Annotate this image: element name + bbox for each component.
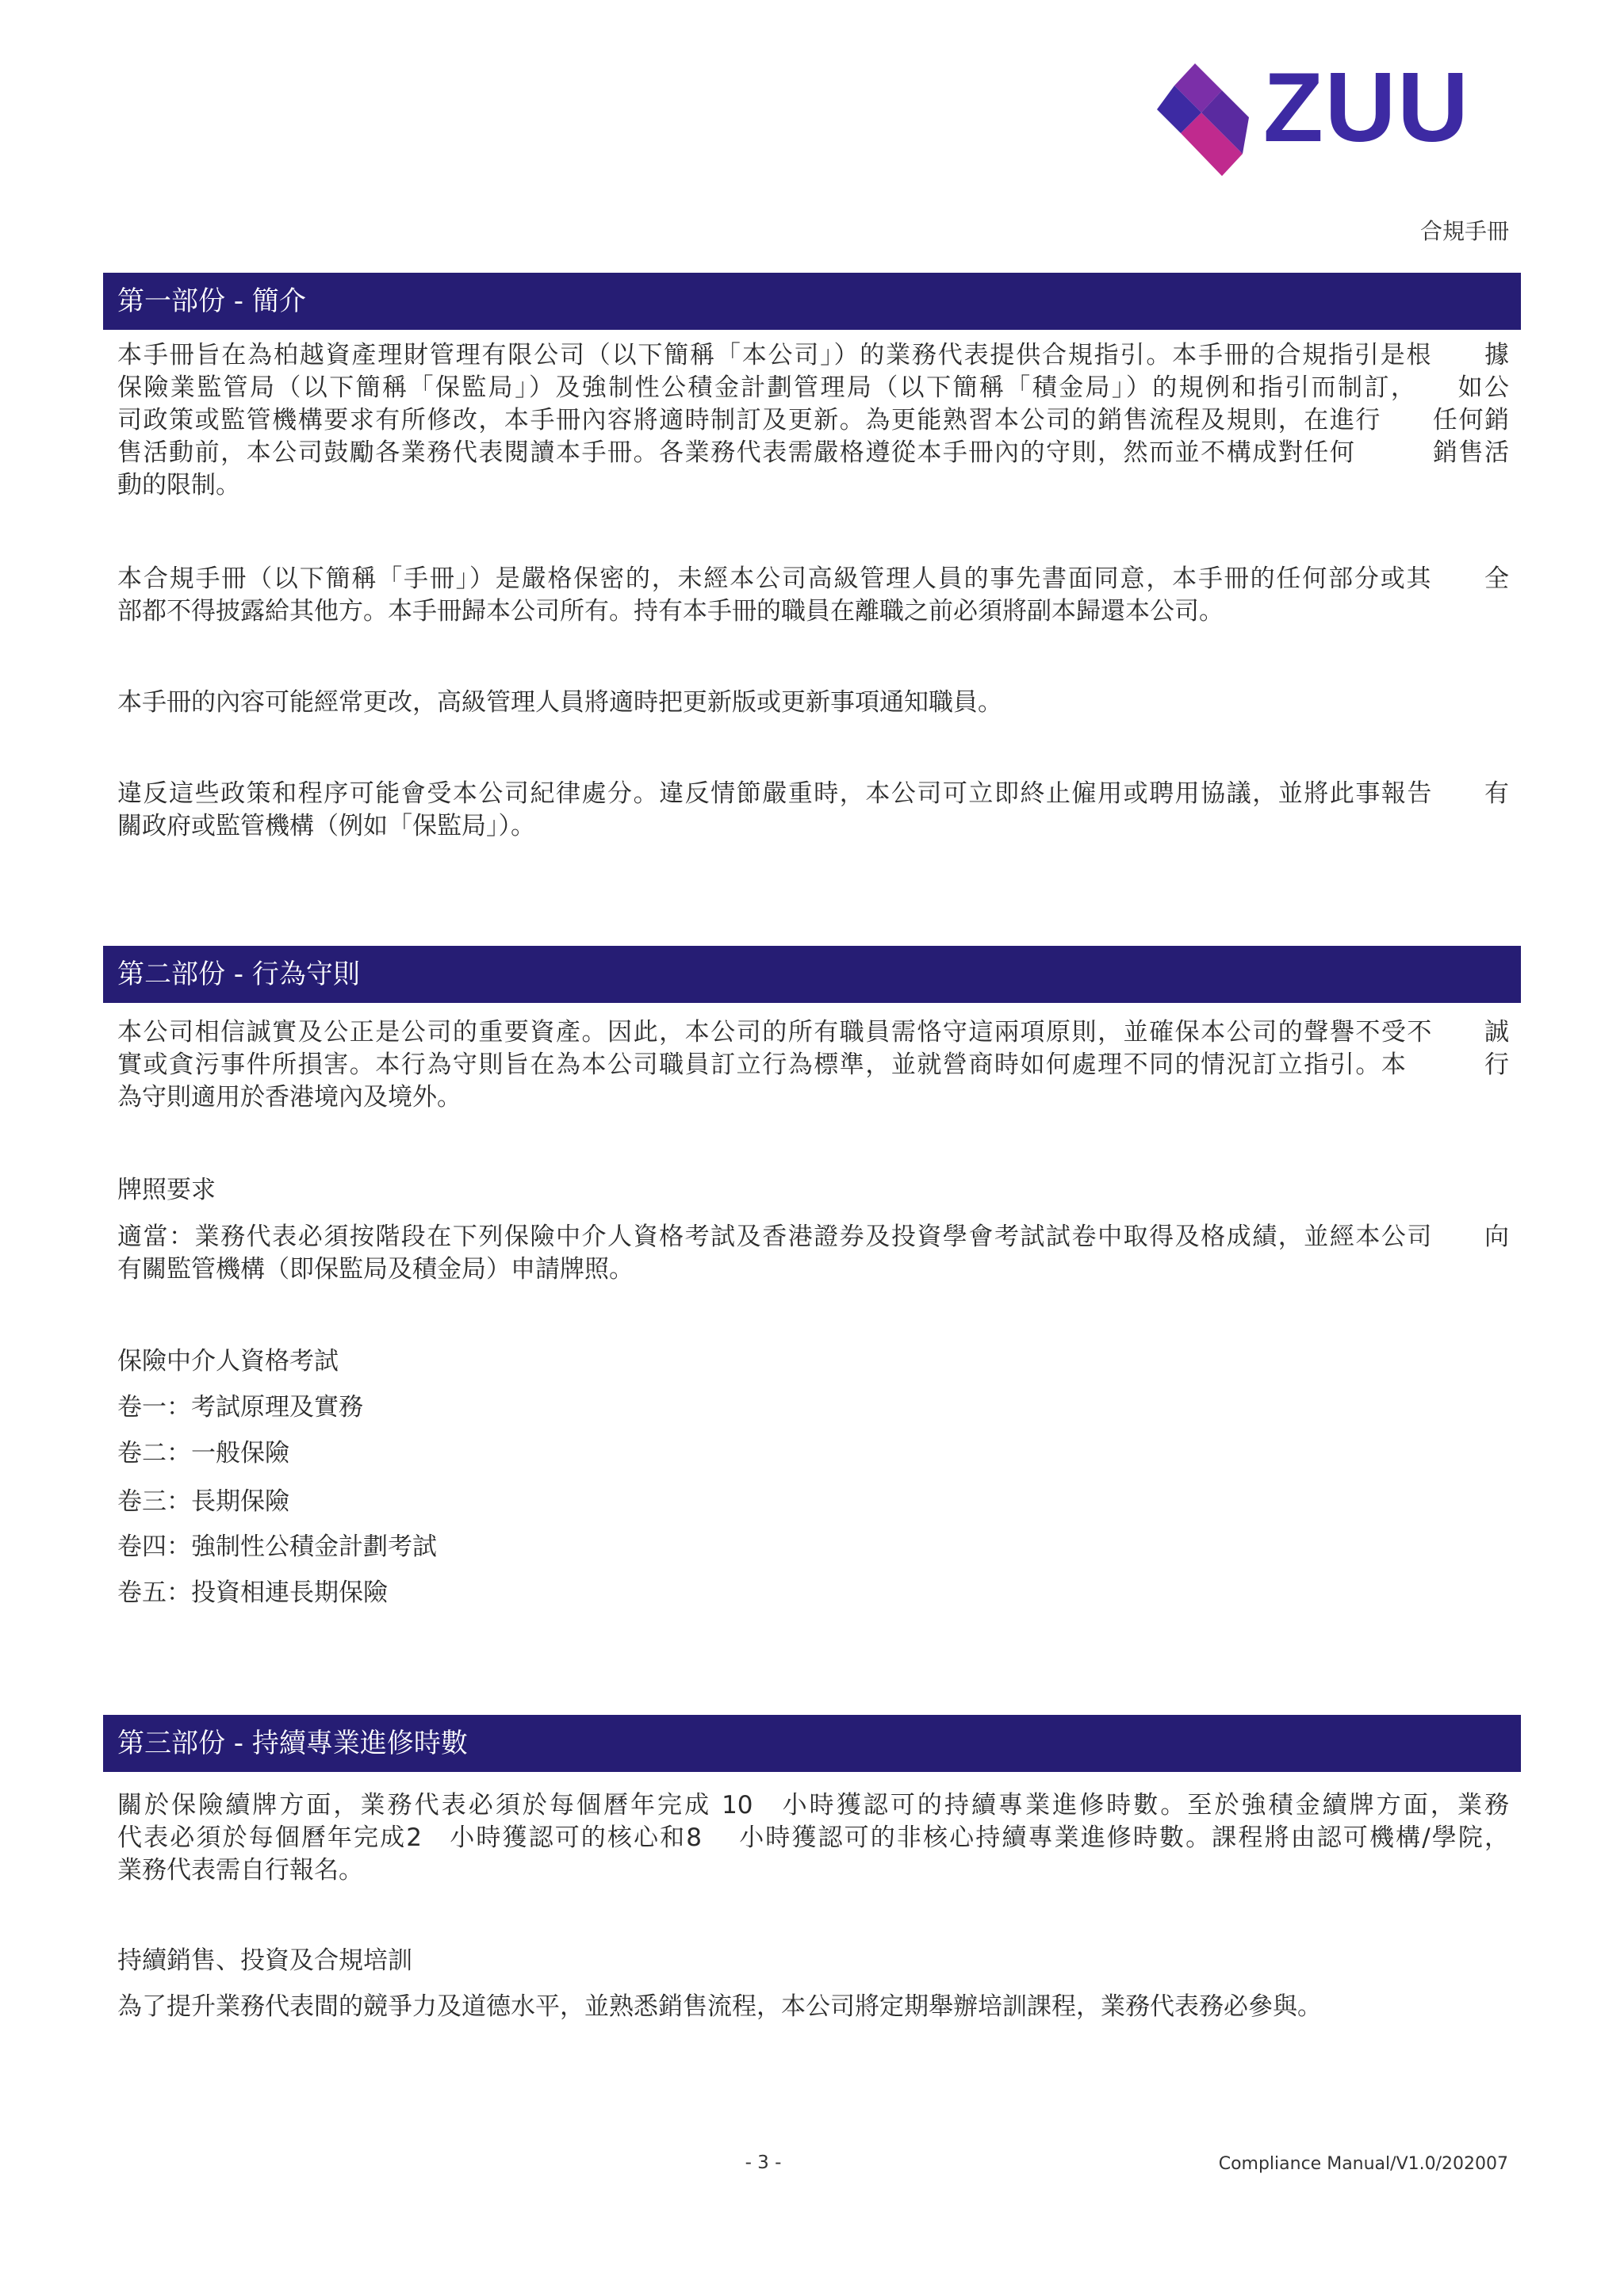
- exam-list-item: 卷二：一般保險: [117, 1439, 289, 1468]
- section-1-paragraph-2: 本合規手冊（以下簡稱「手冊」）是嚴格保密的，未經本公司高級管理人員的事先書面同意，本手冊的任何部分或其 全 部都不得披露給其他方。本手冊歸本公司所有。持有本手冊的職員在離職之前必須將副本歸還本公司。: [117, 564, 1509, 626]
- exam-list-item: 卷五：投資相連長期保險: [117, 1578, 388, 1607]
- section-2-paragraph-1: 本公司相信誠實及公正是公司的重要資產。因此，本公司的所有職員需恪守這兩項原則，並確保本公司的聲譽不受不 誠 實或貪污事件所損害。本行為守則旨在為本公司職員訂立行為標準，並就營商時如何處理不同的情況訂立指引。本 行 為守則適用於香港境內及境外。: [117, 1018, 1509, 1112]
- exam-list-item: 卷四：強制性公積金計劃考試: [117, 1533, 437, 1561]
- section-1-paragraph-1: 本手冊旨在為柏越資產理財管理有限公司（以下簡稱「本公司」）的業務代表提供合規指引。本手冊的合規指引是根 據 保險業監管局（以下簡稱「保監局」）及強制性公積金計劃管理局（以下簡稱「積金局」）的規例和指引而制訂， 如公 司政策或監管機構要求有所修改，本手冊內容將適時制訂及更新。為更能熟習本公司的銷售流程及規則，在進行 任何銷 售活動前，本公司鼓勵各業務代表閱讀本手冊。各業務代表需嚴格遵從本手冊內的守則，然而並不構成對任何 銷售活 動的限制。: [117, 341, 1509, 499]
- license-heading: 牌照要求: [117, 1176, 216, 1204]
- exam-list-item: 卷三：長期保險: [117, 1487, 289, 1516]
- section-1-heading: 第一部份 - 簡介: [103, 273, 1521, 330]
- logo-wordmark: ZUU: [1263, 53, 1470, 163]
- section-3-heading: 第三部份 - 持續專業進修時數: [103, 1715, 1521, 1772]
- training-paragraph: 為了提升業務代表間的競爭力及道德水平，並熟悉銷售流程，本公司將定期舉辦培訓課程，業務代表務必參與。: [117, 1992, 1322, 2021]
- training-heading: 持續銷售、投資及合規培訓: [117, 1946, 412, 1975]
- document-version: Compliance Manual/V1.0/202007: [1218, 2154, 1508, 2174]
- company-logo: [1146, 53, 1479, 192]
- license-paragraph: 適當：業務代表必須按階段在下列保險中介人資格考試及香港證券及投資學會考試試卷中取得及格成績，並經本公司 向 有關監管機構（即保監局及積金局）申請牌照。: [117, 1223, 1509, 1284]
- exam-heading: 保險中介人資格考試: [117, 1347, 339, 1376]
- page-number: - 3 -: [745, 2152, 782, 2173]
- section-1-paragraph-4: 違反這些政策和程序可能會受本公司紀律處分。違反情節嚴重時，本公司可立即終止僱用或聘用協議，並將此事報告 有 關政府或監管機構（例如「保監局」）。: [117, 779, 1509, 840]
- section-3-paragraph-1: 關於保險續牌方面，業務代表必須於每個曆年完成 10 小時獲認可的持續專業進修時數。至於強積金續牌方面，業務 代表必須於每個曆年完成2 小時獲認可的核心和8 小時獲認可的非核心持續專業進修時數。課程將由認可機構/學院， 業務代表需自行報名。: [117, 1791, 1509, 1885]
- logo-mark-icon: [1146, 57, 1265, 192]
- exam-list-item: 卷一：考試原理及實務: [117, 1393, 363, 1422]
- section-2-heading: 第二部份 - 行為守則: [103, 946, 1521, 1003]
- section-1-paragraph-3: 本手冊的內容可能經常更改，高級管理人員將適時把更新版或更新事項通知職員。: [117, 688, 1002, 717]
- document-title: 合規手冊: [1419, 218, 1509, 244]
